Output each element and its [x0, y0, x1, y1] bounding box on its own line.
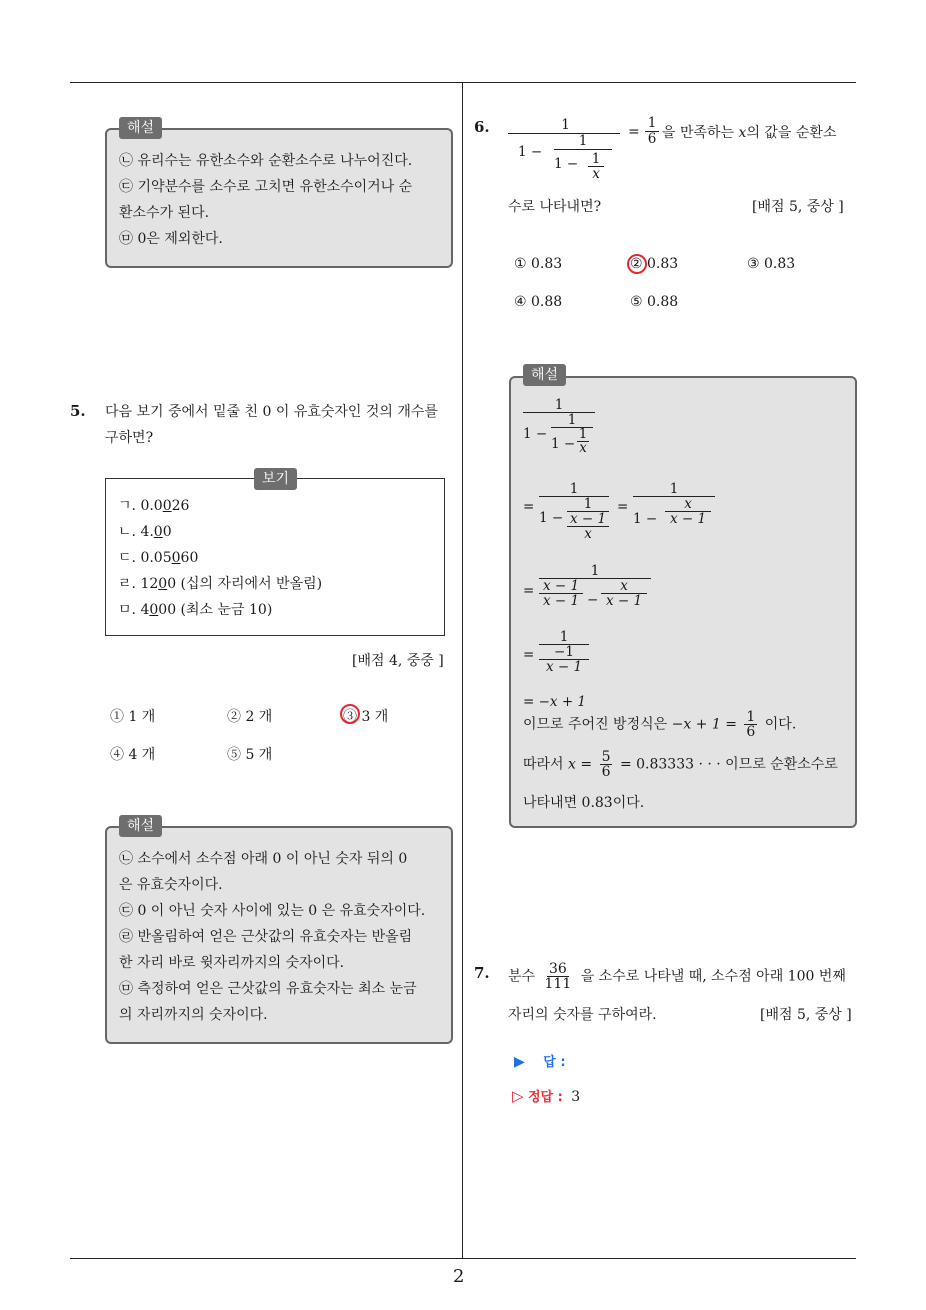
option-2[interactable]: ② 2 개 — [227, 709, 273, 725]
math-line: 1 1 − 1 1 − 1 x — [523, 398, 595, 457]
bottom-rule — [70, 1258, 856, 1259]
question-number: 5. — [70, 402, 86, 420]
solution-tag: 해설 — [119, 117, 162, 139]
solution-line: ㉤ 0은 제외한다. — [119, 231, 223, 247]
correct-value: 3 — [571, 1089, 581, 1105]
correct-answer-row — [512, 1086, 580, 1105]
question-text-line: 구하면? — [105, 430, 154, 446]
selected-answer-circle — [627, 254, 647, 274]
solution-line: ㉡ 소수에서 소수점 아래 0 이 아닌 숫자 뒤의 0 — [119, 851, 408, 867]
solution-text-line: 나타내면 0.83̇이다. — [523, 795, 645, 811]
bogi-item: ㄴ. 4.00 — [118, 524, 172, 540]
option-5[interactable]: ⑤ 0.88 — [630, 294, 679, 310]
option-4[interactable]: ④ 0.88 — [514, 294, 563, 310]
top-rule — [70, 82, 856, 83]
score-label: [배점 5, 중상 ] — [752, 199, 844, 215]
solution-line: 의 자리까지의 숫자이다. — [119, 1007, 268, 1023]
option-4[interactable]: ④ 4 개 — [110, 747, 156, 763]
question-number: 7. — [474, 964, 490, 982]
q6-text-line1: 을 만족하는 x의 값을 순환소 — [662, 125, 837, 141]
solution-line: 한 자리 바로 윗자리까지의 숫자이다. — [119, 955, 345, 971]
option-3[interactable]: ③ 0.8̇3̇ — [747, 256, 796, 272]
bogi-tag: 보기 — [254, 468, 297, 490]
q6-complex-fraction: 1 1 − 1 1 − 1 x — [508, 118, 623, 196]
answer-row — [514, 1051, 566, 1070]
solution-text-line: 따라서 x = $\frac{5}{6}$ = 0.83333 · · · 이므로 순환소수로 — [523, 749, 838, 780]
q6-equals: = — [628, 124, 640, 140]
bogi-box — [105, 478, 445, 636]
q7-text-line1: 분수 $\frac{36}{111}$ 을 소수로 나타낼 때, 소수점 아래 100 번째 — [508, 961, 846, 992]
solution-box-q4 — [105, 128, 453, 268]
bogi-item: ㅁ. 4000 (최소 눈금 10) — [118, 602, 273, 618]
option-3[interactable]: ③ 3 개 — [343, 709, 389, 725]
option-1[interactable]: ① 1 개 — [110, 709, 156, 725]
solution-line: ㉣ 반올림하여 얻은 근삿값의 유효숫자는 반올림 — [119, 929, 413, 945]
column-divider — [462, 82, 463, 1258]
option-2[interactable]: ② 0.83̇ — [630, 256, 679, 272]
math-line: = −x + 1 — [523, 694, 587, 710]
q6-text-line2: 수로 나타내면? — [508, 199, 602, 215]
solution-line: ㉤ 측정하여 얻은 근삿값의 유효숫자는 최소 눈금 — [119, 981, 417, 997]
score-label: [배점 5, 중상 ] — [760, 1007, 852, 1023]
solution-line: 환소수가 된다. — [119, 205, 210, 221]
solution-line: ㉢ 0 이 아닌 숫자 사이에 있는 0 은 유효숫자이다. — [119, 903, 426, 919]
bogi-item: ㄷ. 0.05060 — [118, 550, 199, 566]
q6-rhs-fraction: 1 6 — [645, 116, 659, 147]
solution-line: 은 유효숫자이다. — [119, 877, 223, 893]
solution-text-line: 이므로 주어진 방정식은 −x + 1 = $\frac{1}{6}$ 이다. — [523, 709, 797, 740]
solution-line: ㉢ 기약분수를 소수로 고치면 유한소수이거나 순 — [119, 179, 413, 195]
option-5[interactable]: ⑤ 5 개 — [227, 747, 273, 763]
solution-tag: 해설 — [119, 815, 162, 837]
solution-tag: 해설 — [523, 364, 566, 386]
correct-label: 정답 : — [528, 1090, 563, 1105]
solution-line: ㉡ 유리수는 유한소수와 순환소수로 나누어진다. — [119, 153, 413, 169]
score-label: [배점 4, 중중 ] — [352, 653, 444, 669]
answer-label: 답 : — [543, 1055, 566, 1070]
question-text-line: 다음 보기 중에서 밑줄 친 0 이 유효숫자인 것의 개수를 — [105, 404, 438, 420]
selected-answer-circle — [340, 704, 360, 724]
solution-box-q6: 1 1 − 1 1 − 1 x = 1 1 − 1 x − 1 x = 1 1 − x x − 1 = 1 x − 1 x − 1 − x x − 1 = 1 −1 x − 1 = −x + 1 이므로 주어진 방정식은 −x + 1 = $\frac{1}{6}$ 이다. 따라서 x = $\frac{5}{6}$ = 0.83333 · · · 이므로 순환소수로 나타내면 0.83̇이다. — [509, 376, 857, 828]
option-1[interactable]: ① 0.83 — [514, 256, 563, 272]
question-text — [105, 399, 465, 451]
play-arrow-icon: ▶ — [514, 1054, 525, 1070]
outline-arrow-icon: ▷ — [512, 1087, 524, 1105]
q7-text-line2: 자리의 숫자를 구하여라. — [508, 1007, 657, 1023]
page-number: 2 — [453, 1266, 465, 1287]
bogi-item: ㄱ. 0.0026 — [118, 498, 190, 514]
solution-box-q5 — [105, 826, 453, 1044]
bogi-item: ㄹ. 1200 (십의 자리에서 반올림) — [118, 576, 323, 592]
question-number: 6. — [474, 118, 490, 136]
